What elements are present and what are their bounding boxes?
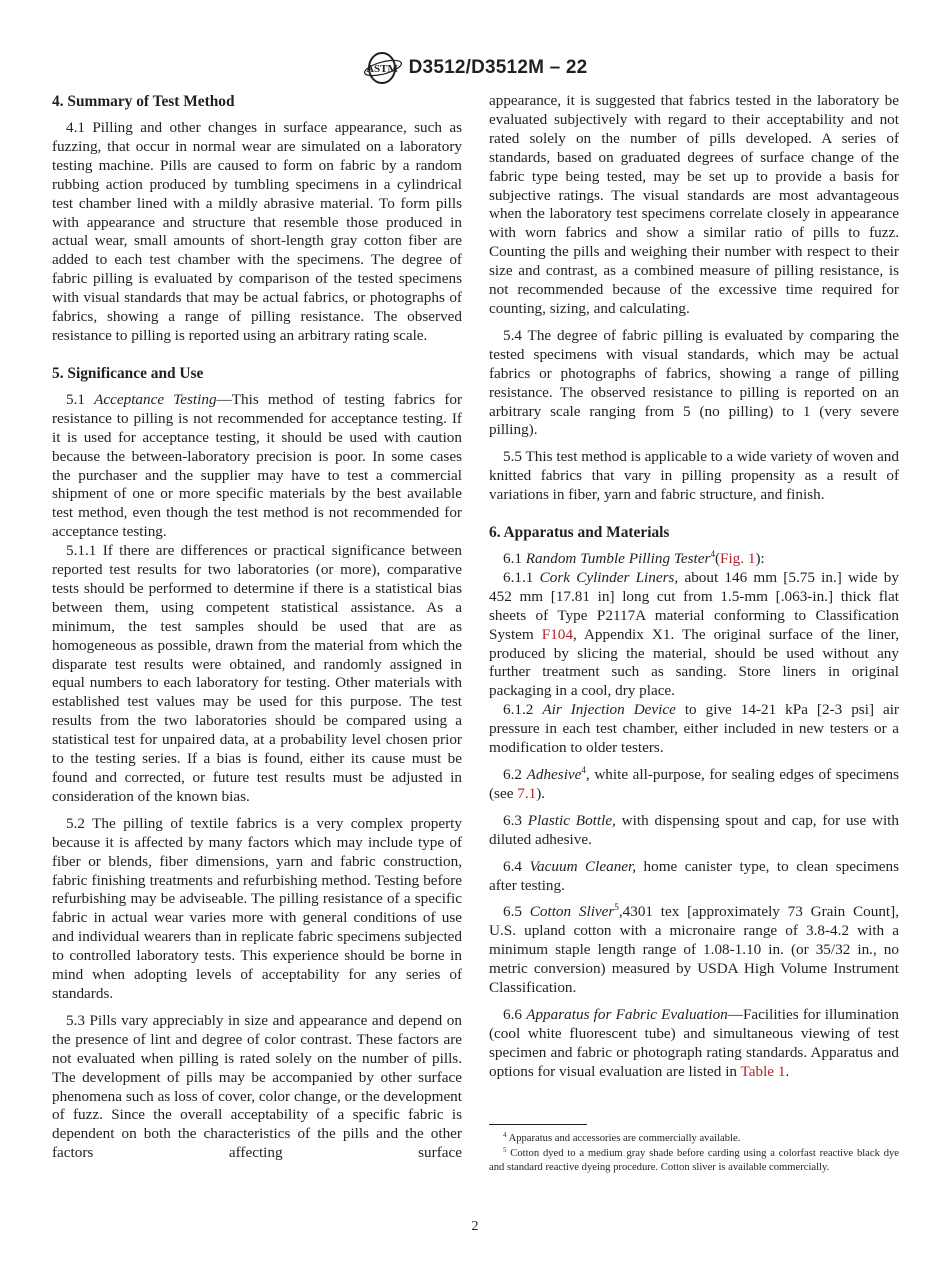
- clause-number: 5.1: [66, 390, 95, 408]
- clause-text: with dispensing spout and cap, for use with diluted adhesive.: [489, 811, 899, 848]
- document-id: D3512/D3512M – 22: [408, 57, 588, 78]
- paragraph-4-1: 4.1 Pilling and other changes in surface appearance, such as fuzzing, that occur in normal wear are simulated on a laboratory testing machine. Pills are caused to form on fabric by a random rubbing action produced by tumbling specimens in a cylindrical test chamber lined with a mildly abrasive material. To form pills with appearance and structure that resemble those produced in actual wear, small amounts of short-length gray cotton fiber are added to each test chamber with the specimens. The degree of fabric pilling is evaluated by comparison of the tested specimens with visual standards that may be actual fabrics, or photographs of fabrics, showing a range of pilling resistance. The observed resistance to pilling is reported using an arbitrary rating scale.: [52, 119, 462, 344]
- paren: (: [714, 550, 720, 568]
- paren: ):: [755, 550, 765, 568]
- clause-text: about 146 mm [5.75 in.] wide by 452 mm [17.81 in] long cut from 1.5-mm [.063-in.] thick flat sheets of Type P2117A material conforming to Classification System: [489, 568, 899, 643]
- paragraph-5-1: [52, 391, 462, 542]
- link-fig-1[interactable]: Fig. 1: [720, 550, 756, 568]
- page-number: 2: [471, 1219, 479, 1234]
- term-cotton-sliver: Cotton Sliver: [529, 903, 615, 921]
- footnote-ref-4[interactable]: 4: [581, 765, 586, 775]
- paragraph-6-5: [489, 903, 899, 998]
- paragraph-5-4: 5.4 The degree of fabric pilling is evaluated by comparing the tested specimens with visual standards, which may be actual fabrics or photographs of fabrics, showing a range of pilling resistance. The observed resistance to pilling is reported on an arbitrary scale ranging from 5 (no pilling) to 1 (very severe pilling).: [489, 326, 899, 439]
- footnote-marker: 4: [503, 1131, 507, 1139]
- clause-number: 6.5: [503, 903, 530, 921]
- term-acceptance-testing: Acceptance Testing: [94, 390, 217, 408]
- paragraph-6-4: [489, 858, 899, 896]
- astm-logo-icon: [363, 50, 403, 86]
- footnote-text: Apparatus and accessories are commercially available.: [506, 1133, 741, 1144]
- footnote-text: Cotton dyed to a medium gray shade before carding using a colorfast reactive black dye and standard reactive dyeing procedure. Cotton sliver is available commercially.: [489, 1147, 899, 1173]
- clause-number: 6.3: [503, 811, 528, 829]
- footnote-divider: [489, 1124, 587, 1125]
- svg-text:ASTM: ASTM: [365, 63, 398, 75]
- paragraph-5-2: 5.2 The pilling of textile fabrics is a very complex property because it is affected by many factors which may include type of fiber or blends, fiber dimensions, yarn and fabric construction, fabric finishing treatments and refurbishing method. Testing before refurbishing may be adviseable. The pilling resistance of a specific fabric in actual wear varies more with general conditions of use and individual wearers than in replicate fabric specimens subjected to controlled laboratory tests. This experience should be borne in mind when adopting levels of acceptability for any series of standards.: [52, 814, 462, 1002]
- term-vacuum-cleaner: Vacuum Cleaner,: [529, 857, 637, 875]
- right-column: [489, 92, 899, 1090]
- link-table-1[interactable]: Table 1: [740, 1062, 786, 1080]
- link-7-1[interactable]: 7.1: [517, 784, 537, 802]
- paragraph-6-1-2: [489, 701, 899, 758]
- paragraph-6-6: [489, 1006, 899, 1082]
- paragraph-5-1-1: 5.1.1 If there are differences or practical significance between reported test results for two laboratories (or more), comparative tests should be performed to determine if there is a statistical bias between them, using competent statistical assistance. As a minimum, the test samples should be used that are as homogeneous as possible, drawn from the material from which the disparate test results were obtained, and randomly assigned in equal numbers to each laboratory for testing. Other materials with established test values may be used for this purpose. The test results from the two laboratories should be compared using a statistical test for unpaired data, at a probability level chosen prior to the testing series. If a bias is found, either its cause must be found and corrected, or future test results must be adjusted in consideration of the known bias.: [52, 542, 462, 805]
- clause-number: 6.1.2: [503, 701, 543, 719]
- clause-text: —This method of testing fabrics for resistance to pilling is not recommended for acceptance testing. If it is used for acceptance testing, it should be used with caution because the between-laboratory precision is poor. In some cases the purchaser and the supplier may have to test a commercial shipment of one or more specific materials by the best available test method, even though the test method is not recommended for acceptance testing.: [52, 390, 463, 541]
- clause-number: 6.6: [503, 1005, 527, 1023]
- term-random-tumble-pilling-tester: Random Tumble Pilling Tester: [525, 550, 711, 568]
- paragraph-6-1-1: [489, 569, 899, 701]
- clause-number: 6.4: [503, 857, 530, 875]
- left-column: [52, 92, 462, 1171]
- footnote-marker: 5: [503, 1145, 507, 1154]
- paragraph-5-5: 5.5 This test method is applicable to a wide variety of woven and knitted fabrics that vary in pilling propensity as a result of variations in fiber, yarn and fabric structure, and finish.: [489, 448, 899, 504]
- term-plastic-bottle: Plastic Bottle,: [527, 811, 616, 829]
- term-apparatus-for-fabric-evaluation: Apparatus for Fabric Evaluation: [526, 1005, 728, 1023]
- clause-number: 6.1.1: [503, 568, 540, 586]
- paragraph-6-1: [489, 550, 899, 569]
- clause-number: 6.2: [503, 766, 527, 783]
- term-adhesive: Adhesive: [526, 766, 582, 783]
- paragraph-5-3-continued: appearance, it is suggested that fabrics tested in the laboratory be evaluated subjectively with regard to their acceptability and not rated solely on the number of pills developed. A series of standards, based on graduated degrees of surface change of the fabric type being tested, may be set up to provide a basis for subjective ratings. The visual standards are most advantageous when the laboratory test specimens correlate closely in appearance with worn fabrics and show a similar ratio of pills to fuzz. Counting the pills and weighing their number with respect to their size and contrast, as a combined measure of pilling resistance, is not recommended because of the excessive time required for counting, sizing, and calculating.: [489, 92, 899, 317]
- clause-number: 6.1: [503, 550, 526, 568]
- footnotes: [489, 1132, 899, 1176]
- term-air-injection-device: Air Injection Device: [542, 701, 676, 719]
- clause-text: —Facilities for illumination (cool white fluorescent tube) and simultaneous viewing of test specimen and fabric or photograph rating standards. Apparatus and options for visual evaluation are listed in: [489, 1005, 899, 1080]
- section-6-heading: 6. Apparatus and Materials: [489, 524, 670, 542]
- section-5-heading: 5. Significance and Use: [52, 364, 204, 382]
- footnote-ref-5[interactable]: 5: [614, 902, 619, 913]
- clause-text: ).: [536, 784, 546, 802]
- link-f104[interactable]: F104: [541, 625, 573, 643]
- footnote-5: [489, 1147, 899, 1176]
- footnote-4: [489, 1132, 899, 1147]
- paragraph-6-2: [489, 766, 899, 804]
- term-cork-cylinder-liners: Cork Cylinder Liners,: [539, 568, 679, 586]
- period: .: [785, 1062, 790, 1080]
- paragraph-5-3-start: 5.3 Pills vary appreciably in size and appearance and depend on the presence of lint and degree of color contrast. These factors are not evaluated when pilling is rated solely on the number of pills. The development of pills may be accompanied by other surface phenomena such as loss of cover, color change, or the development of fuzz. Since the overall acceptability of a specific fabric is dependent on both the characteristics of the pills and the other factors affecting surface: [52, 1011, 462, 1162]
- section-4-heading: 4. Summary of Test Method: [52, 93, 235, 110]
- footnote-ref-4[interactable]: 4: [710, 549, 715, 560]
- clause-text: to give 14-21 kPa [2-3 psi] air pressure in each test chamber, either included in new testers or a modification to older testers.: [489, 701, 899, 757]
- clause-text: , white all-purpose, for sealing edges of specimens (see: [489, 766, 899, 802]
- clause-text: , Appendix X1. The original surface of the liner, produced by slicing the material, should be used without any further treatment such as sanding. Store liners in original packaging in a cool, dry place.: [489, 625, 899, 700]
- clause-text: ,4301 tex [approximately 73 Grain Count], U.S. upland cotton with a micronaire range of 3.8-4.2 with a minimum staple length range of 1.08-1.10 in. (or 35/32 in., no metric conversion) measured by USDA High Volume Instrument Classification.: [489, 903, 899, 997]
- page-header: [0, 50, 950, 86]
- clause-text: home canister type, to clean specimens after testing.: [489, 857, 899, 894]
- paragraph-6-3: [489, 812, 899, 850]
